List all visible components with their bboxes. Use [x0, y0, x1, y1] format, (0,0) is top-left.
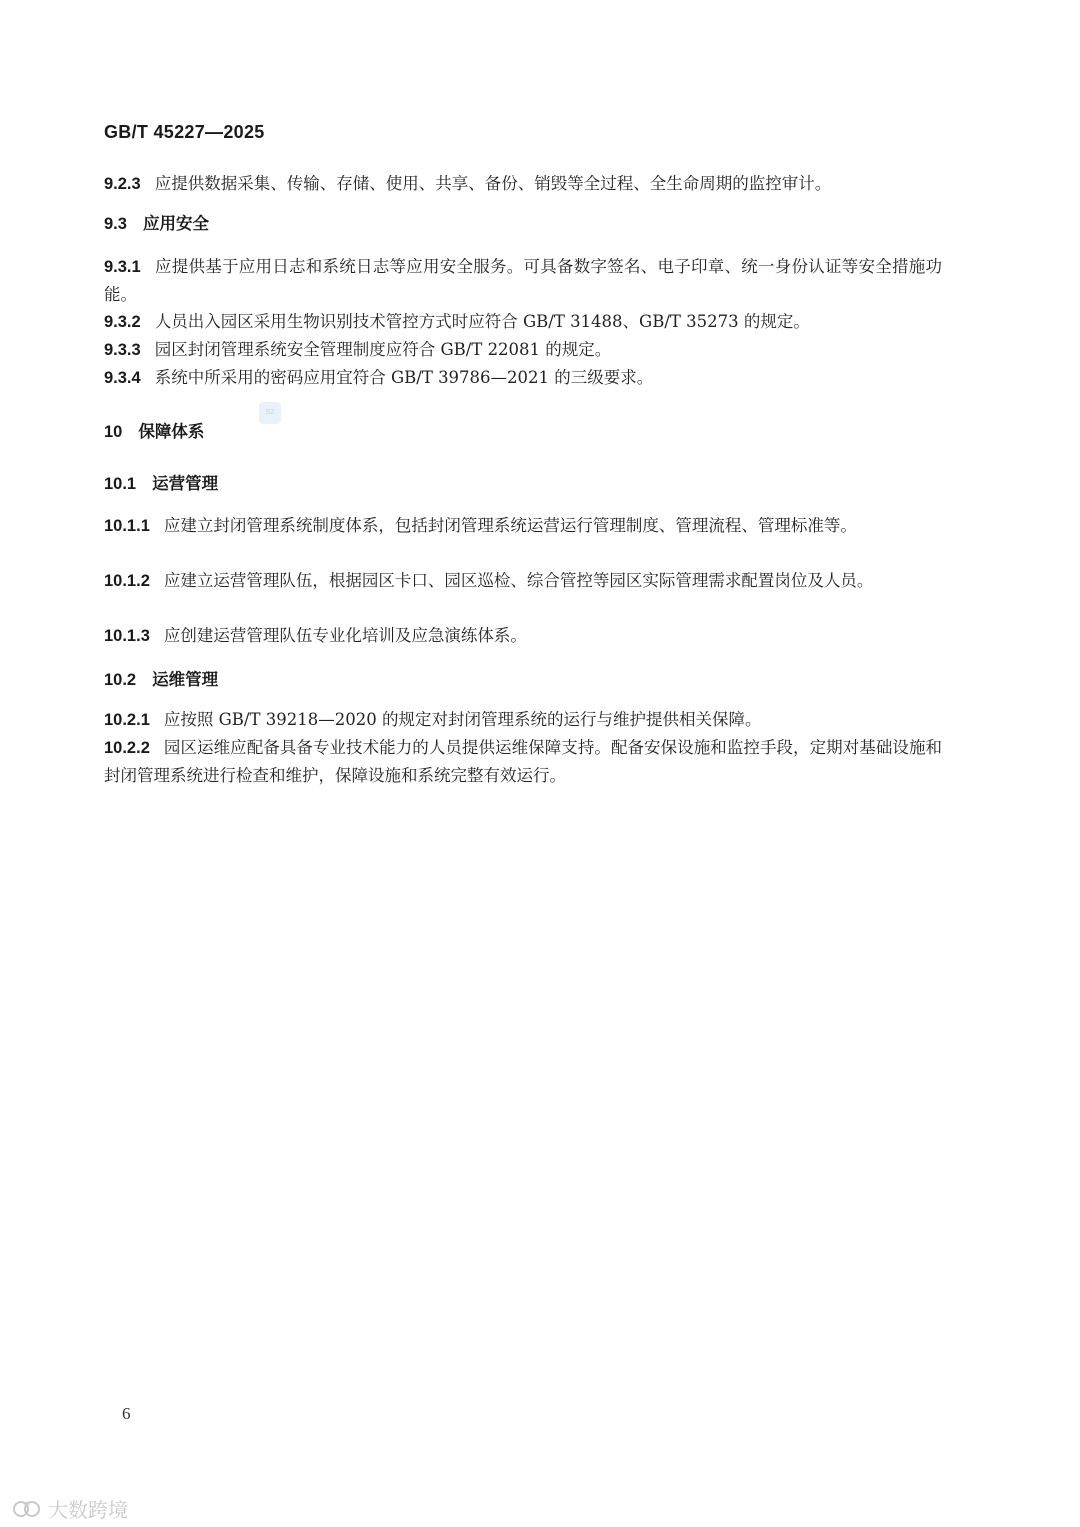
clause-number: 10.2.1 — [104, 711, 150, 729]
clause-number: 10.1.1 — [104, 517, 150, 535]
clause-text: 系统中所采用的密码应用宜符合 GB/T 39786—2021 的三级要求。 — [154, 368, 654, 387]
heading-number: 10 — [104, 423, 123, 441]
clause-number: 9.3.3 — [104, 341, 141, 359]
heading-10-1 — [104, 470, 218, 494]
heading-number: 9.3 — [104, 215, 127, 233]
clause-text: 园区运维应配备具备专业技术能力的人员提供运维保障支持。配备安保设施和监控手段，定期对基础设施和封闭管理系统进行检查和维护，保障设施和系统完整有效运行。 — [104, 738, 942, 785]
standard-code-header: GB/T 45227—2025 — [104, 122, 265, 142]
clause-text: 应创建运营管理队伍专业化培训及应急演练体系。 — [163, 626, 527, 645]
brand-label: 大数跨境 — [48, 1498, 128, 1522]
clause-text: 应建立封闭管理系统制度体系，包括封闭管理系统运营运行管理制度、管理流程、管理标准等。 — [163, 516, 857, 535]
heading-title: 应用安全 — [142, 214, 209, 233]
clause-number: 9.3.2 — [104, 313, 141, 331]
clause-10-1-2 — [104, 567, 942, 595]
clause-9-2-3 — [104, 170, 942, 198]
heading-title: 保障体系 — [138, 422, 205, 441]
clause-9-3-3 — [104, 336, 942, 364]
heading-title: 运营管理 — [152, 474, 219, 493]
heading-10-2 — [104, 666, 218, 690]
clause-number: 10.1.2 — [104, 572, 150, 590]
clause-number: 9.3.1 — [104, 258, 141, 276]
clause-text: 应按照 GB/T 39218—2020 的规定对封闭管理系统的运行与维护提供相关保障。 — [163, 710, 762, 729]
watermark-stamp-icon: SZ — [259, 402, 281, 424]
brand-logo-icon — [12, 1498, 42, 1520]
clause-number: 10.2.2 — [104, 739, 150, 757]
clause-text: 应建立运营管理队伍，根据园区卡口、园区巡检、综合管控等园区实际管理需求配置岗位及人员。 — [163, 571, 874, 590]
clause-number: 9.2.3 — [104, 175, 141, 193]
clause-9-3-2 — [104, 308, 942, 336]
clause-9-3-1 — [104, 253, 942, 309]
clause-number: 10.1.3 — [104, 627, 150, 645]
clause-10-2-1 — [104, 706, 942, 734]
clause-text: 人员出入园区采用生物识别技术管控方式时应符合 GB/T 31488、GB/T 35273 的规定。 — [154, 312, 810, 331]
heading-title: 运维管理 — [152, 670, 219, 689]
page-number: 6 — [122, 1404, 131, 1423]
clause-10-1-3 — [104, 622, 942, 650]
heading-10 — [104, 418, 204, 442]
clause-10-2-2 — [104, 734, 942, 790]
clause-9-3-4 — [104, 364, 942, 392]
clause-text: 应提供基于应用日志和系统日志等应用安全服务。可具备数字签名、电子印章、统一身份认证等安全措施功能。 — [104, 257, 942, 304]
clause-number: 9.3.4 — [104, 369, 141, 387]
clause-10-1-1 — [104, 512, 942, 540]
heading-number: 10.1 — [104, 475, 137, 493]
heading-number: 10.2 — [104, 671, 137, 689]
heading-9-3 — [104, 210, 209, 234]
brand-watermark — [12, 1494, 128, 1523]
clause-text: 园区封闭管理系统安全管理制度应符合 GB/T 22081 的规定。 — [154, 340, 612, 359]
clause-text: 应提供数据采集、传输、存储、使用、共享、备份、销毁等全过程、全生命周期的监控审计。 — [154, 174, 832, 193]
